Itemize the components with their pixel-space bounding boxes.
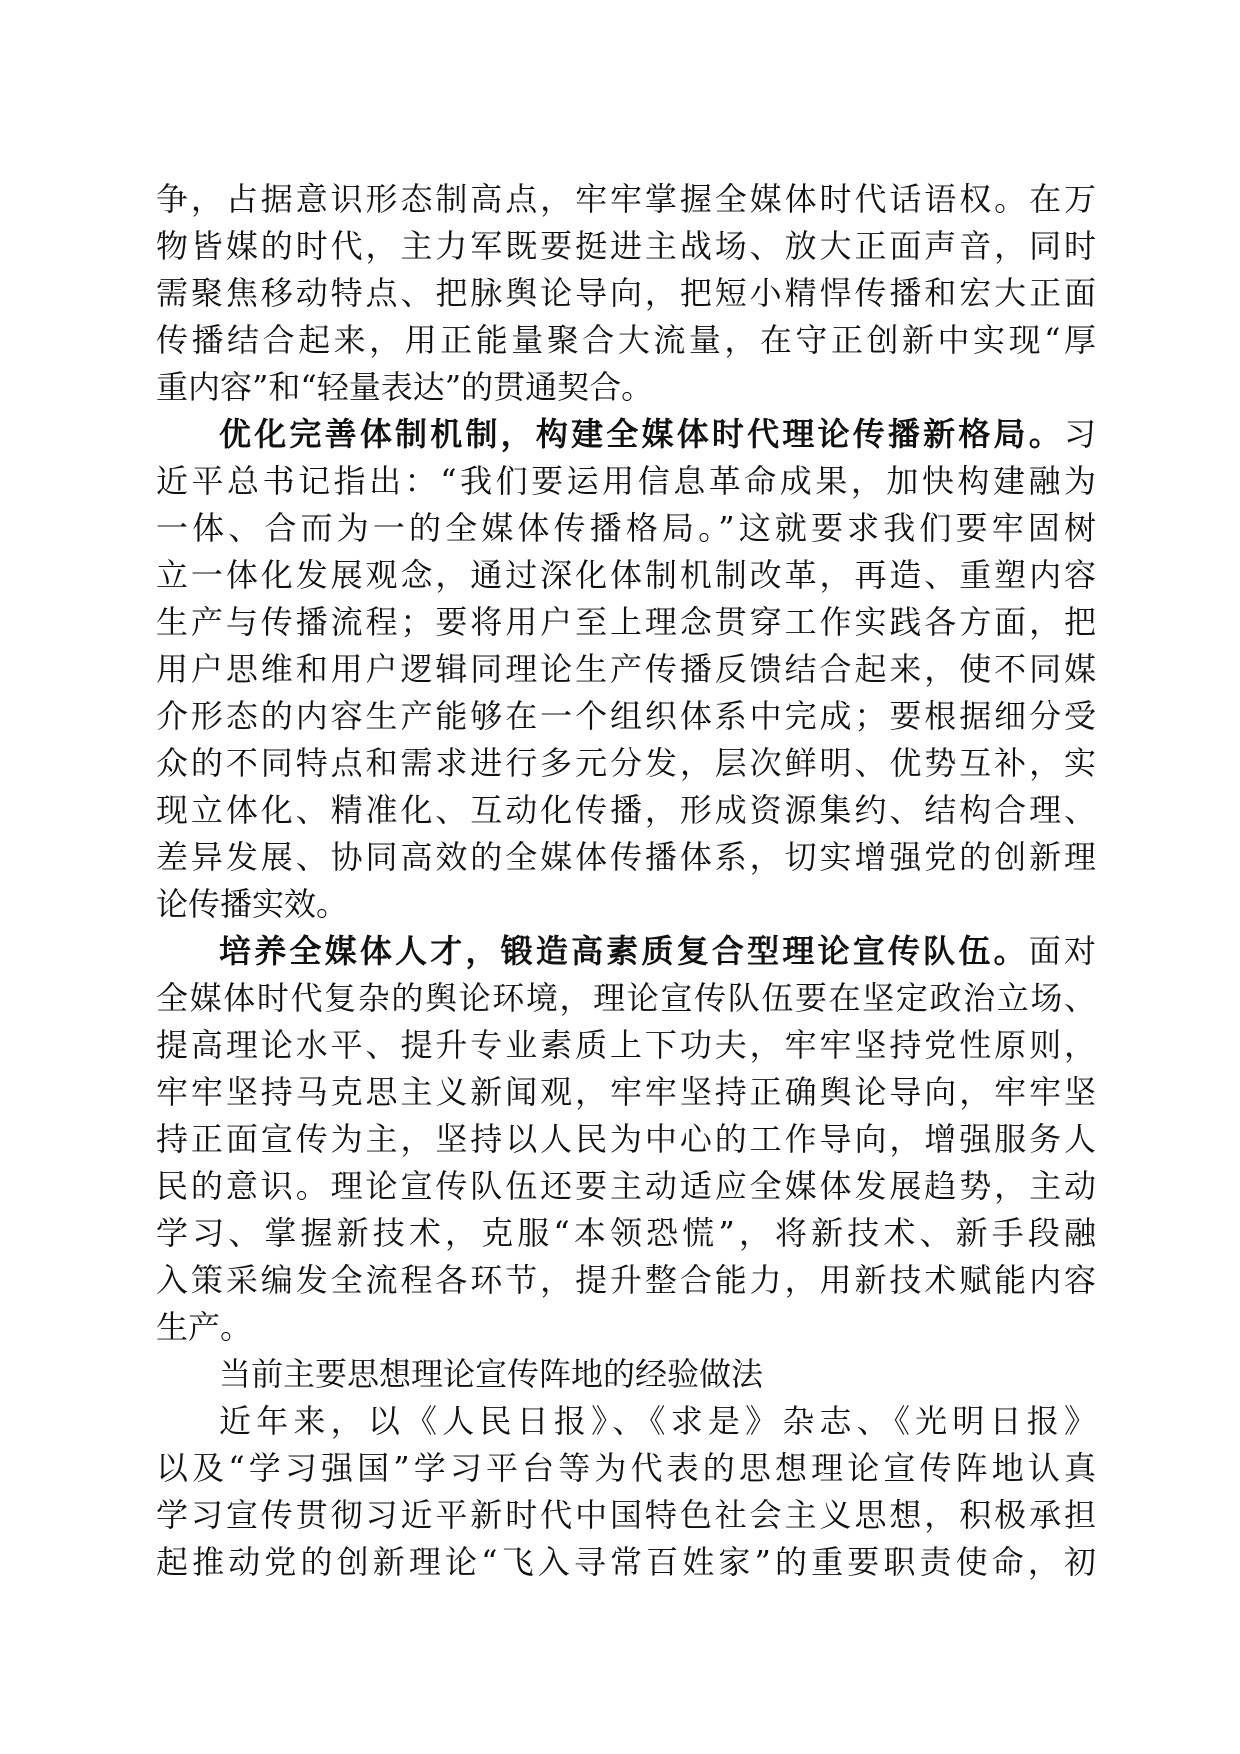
text-line: 物皆媒的时代，主力军既要挺进主战场、放大正面声音，同时 [156,227,1096,265]
section-heading: 当前主要思想理论宣传阵地的经验做法 [219,1355,764,1393]
paragraph-text: 面对 [1028,932,1096,970]
text-line: 学习宣传贯彻习近平新时代中国特色社会主义思想，积极承担 [156,1496,1096,1534]
text-line: 重内容”和“轻量表达”的贯通契合。 [156,368,654,406]
text-line: 牢牢坚持马克思主义新闻观，牢牢坚持正确舆论导向，牢牢坚 [156,1073,1096,1111]
text-line: 近平总书记指出：“我们要运用信息革命成果，加快构建融为 [156,462,1096,500]
text-line: 众的不同特点和需求进行多元分发，层次鲜明、优势互补，实 [156,744,1096,782]
document-body [156,176,1096,1586]
text-line: 以及“学习强国”学习平台等为代表的思想理论宣传阵地认真 [156,1449,1096,1487]
text-line: 一体、合而为一的全媒体传播格局。”这就要求我们要牢固树 [156,509,1096,547]
paragraph-first-line [156,928,1096,975]
text-line: 学习、掌握新技术，克服“本领恐慌”，将新技术、新手段融 [156,1214,1096,1252]
paragraph-bold-title: 优化完善体制机制，构建全媒体时代理论传播新格局。 [219,415,1064,453]
paragraph-text: 习 [1063,415,1096,453]
text-line: 生产与传播流程；要将用户至上理念贯穿工作实践各方面，把 [156,603,1096,641]
text-line: 起推动党的创新理论“飞入寻常百姓家”的重要职责使命，初 [156,1543,1096,1581]
text-line: 论传播实效。 [156,885,349,923]
text-line: 传播结合起来，用正能量聚合大流量，在守正创新中实现“厚 [156,321,1096,359]
text-line: 立一体化发展观念，通过深化体制机制改革，再造、重塑内容 [156,556,1096,594]
text-line: 生产。 [156,1308,253,1346]
text-line: 民的意识。理论宣传队伍还要主动适应全媒体发展趋势，主动 [156,1167,1096,1205]
text-line: 用户思维和用户逻辑同理论生产传播反馈结合起来，使不同媒 [156,650,1096,688]
paragraph-first-line [156,411,1096,458]
text-line: 提高理论水平、提升专业素质上下功夫，牢牢坚持党性原则， [156,1026,1096,1064]
text-line: 介形态的内容生产能够在一个组织体系中完成；要根据细分受 [156,697,1096,735]
text-line: 需聚焦移动特点、把脉舆论导向，把短小精悍传播和宏大正面 [156,274,1096,312]
paragraph-first-line: 近年来，以《人民日报》、《求是》杂志、《光明日报》 [219,1402,1096,1440]
text-line: 持正面宣传为主，坚持以人民为中心的工作导向，增强服务人 [156,1120,1096,1158]
text-line: 差异发展、协同高效的全媒体传播体系，切实增强党的创新理 [156,838,1096,876]
text-line: 争，占据意识形态制高点，牢牢掌握全媒体时代话语权。在万 [156,180,1096,218]
text-line: 全媒体时代复杂的舆论环境，理论宣传队伍要在坚定政治立场、 [156,979,1096,1017]
paragraph-bold-title: 培养全媒体人才，锻造高素质复合型理论宣传队伍。 [219,932,1029,970]
text-line: 入策采编发全流程各环节，提升整合能力，用新技术赋能内容 [156,1261,1096,1299]
text-line: 现立体化、精准化、互动化传播，形成资源集约、结构合理、 [156,791,1096,829]
